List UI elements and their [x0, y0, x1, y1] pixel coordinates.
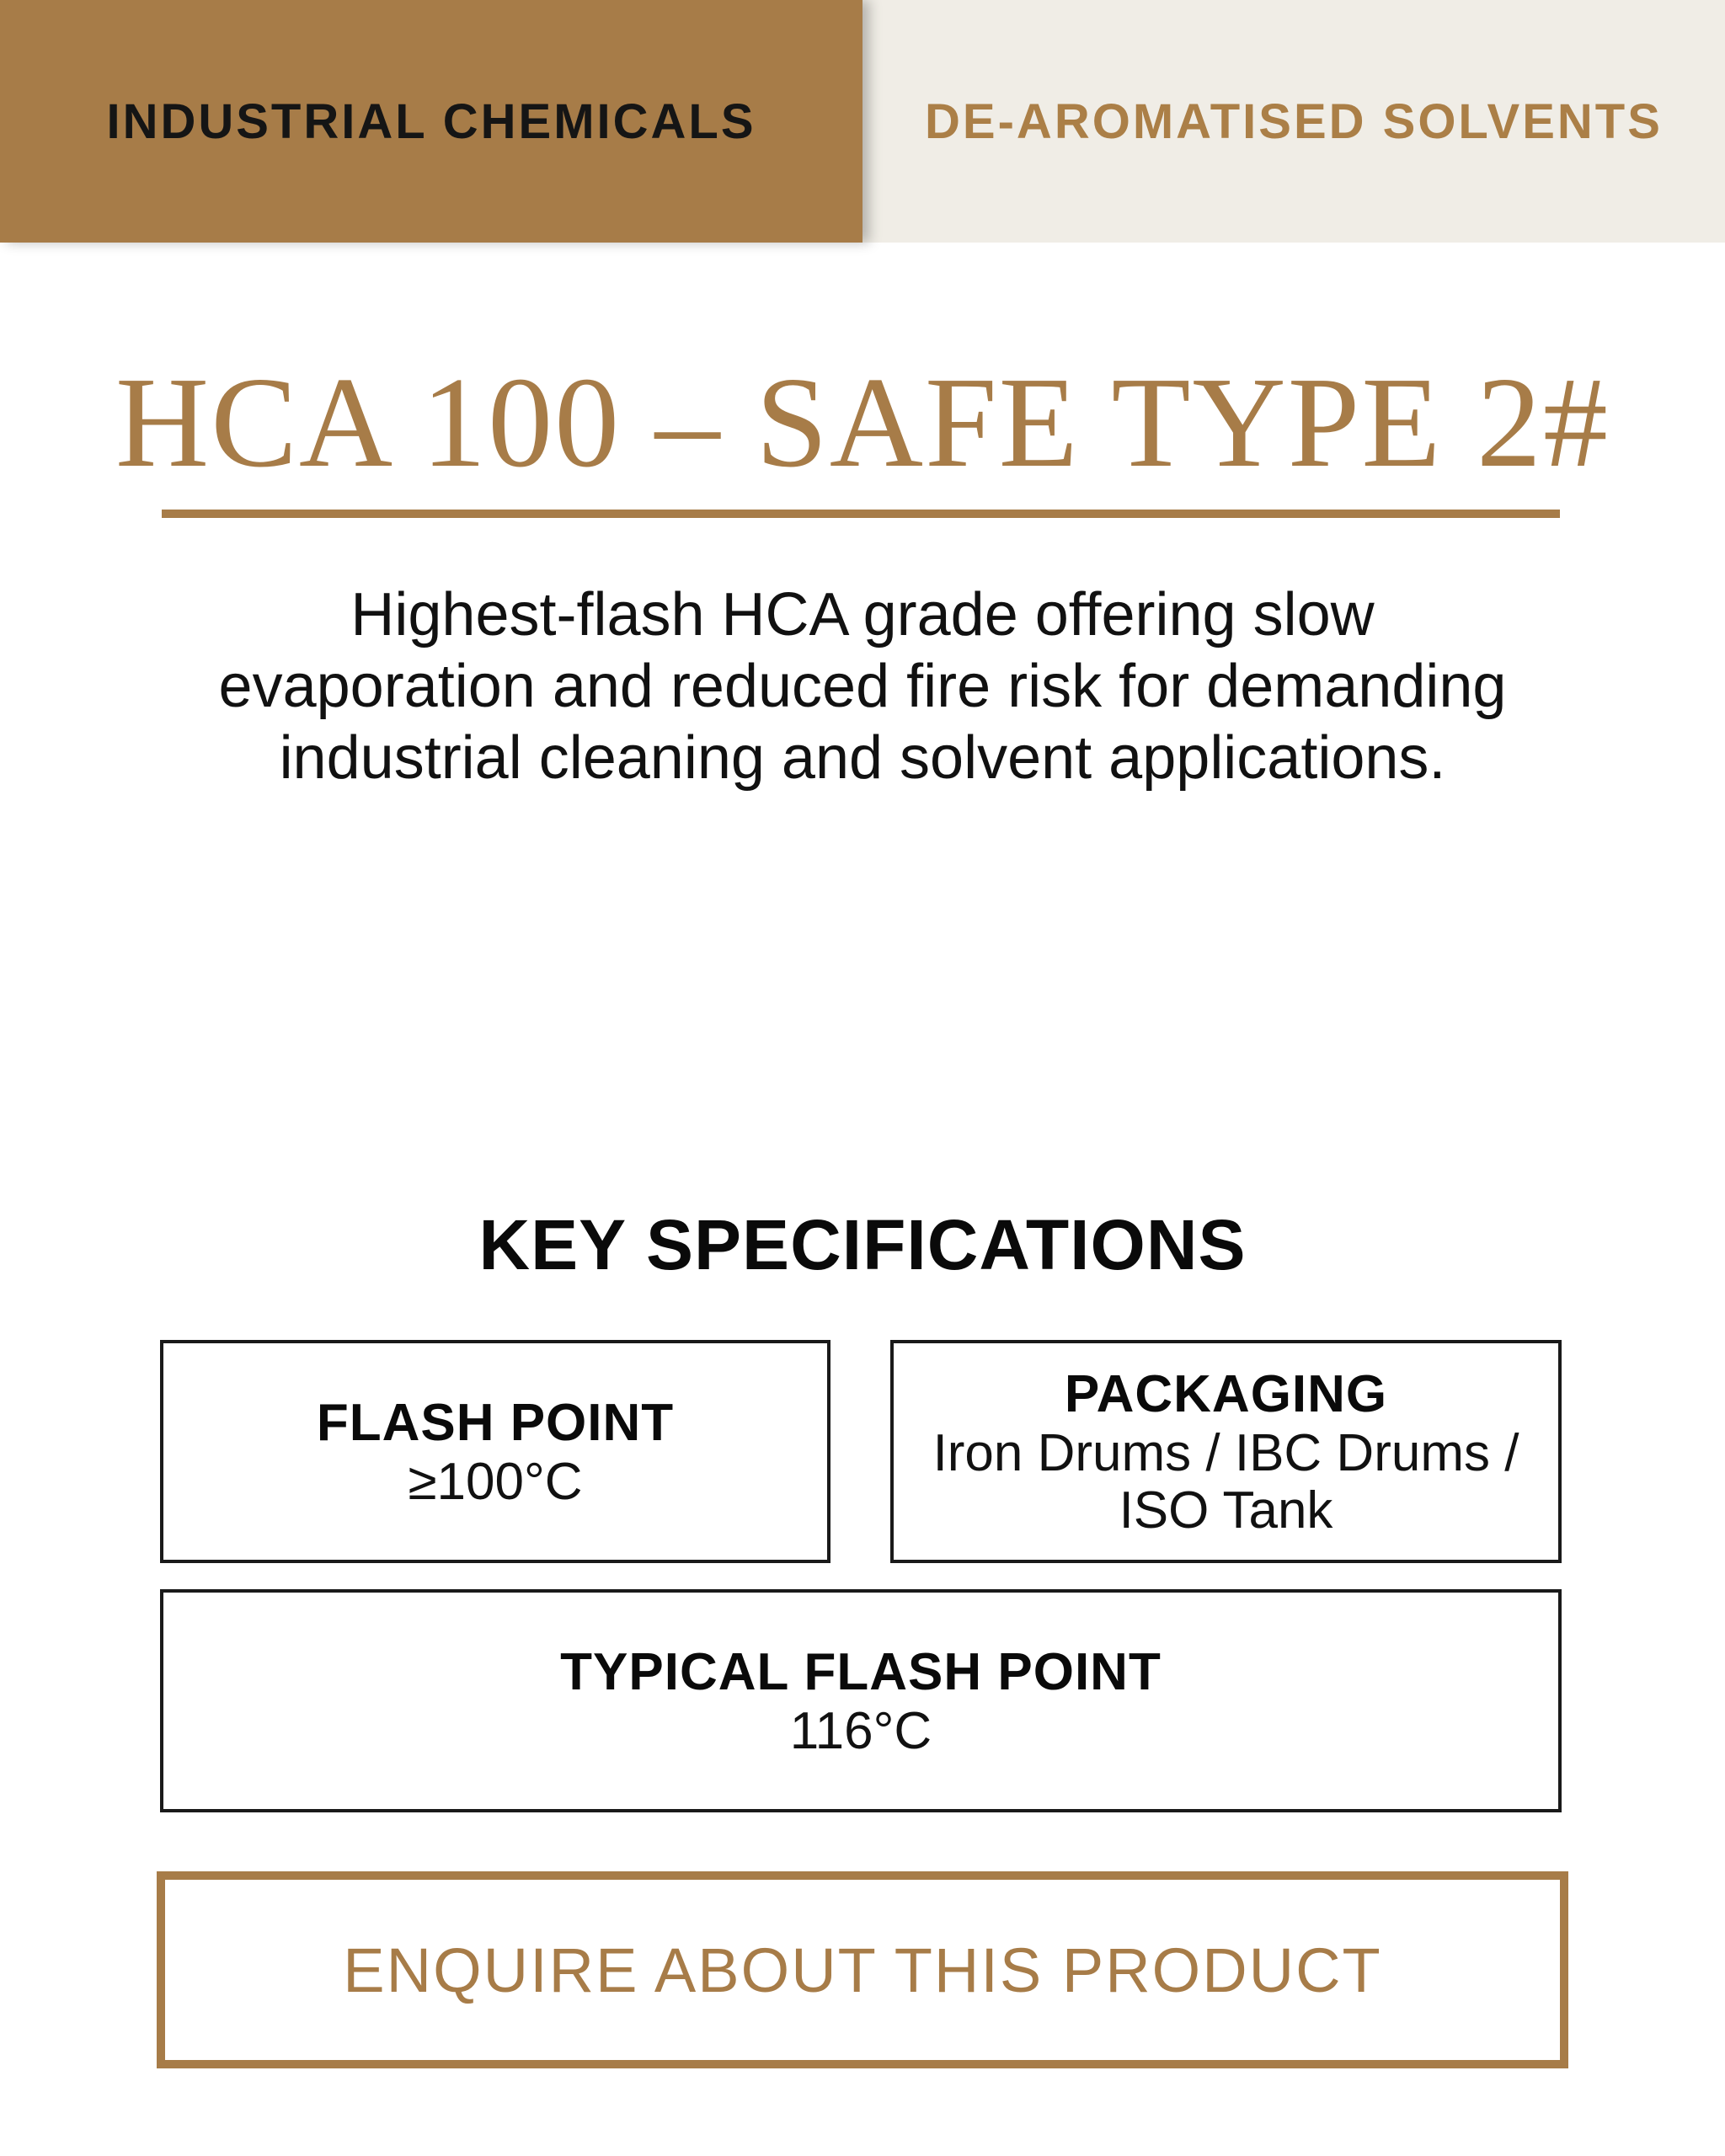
spec-card-packaging	[890, 1340, 1562, 1563]
tab-industrial-chemicals[interactable]	[0, 0, 862, 243]
spec-value: ≥100°C	[408, 1452, 583, 1511]
spec-value: Iron Drums / IBC Drums / ISO Tank	[932, 1423, 1519, 1540]
category-tabs	[0, 0, 1725, 243]
spec-label: PACKAGING	[1064, 1364, 1388, 1423]
product-title: HCA 100 – SAFE TYPE 2#	[115, 351, 1610, 494]
enquire-button[interactable]	[157, 1871, 1568, 2068]
spec-value: 116°C	[789, 1701, 932, 1760]
spec-label: TYPICAL FLASH POINT	[560, 1642, 1162, 1701]
tab-label: DE-AROMATISED SOLVENTS	[925, 93, 1663, 149]
tab-label: INDUSTRIAL CHEMICALS	[106, 93, 756, 149]
specifications-heading: KEY SPECIFICATIONS	[478, 1205, 1247, 1284]
spec-card-flash-point	[160, 1340, 830, 1563]
enquire-button-label: ENQUIRE ABOUT THIS PRODUCT	[343, 1935, 1382, 2005]
title-divider	[162, 510, 1560, 518]
spec-label: FLASH POINT	[316, 1393, 675, 1452]
tab-de-aromatised-solvents[interactable]	[862, 0, 1725, 243]
product-description: Highest-flash HCA grade offering slow evaporation and reduced fire risk for demanding industrial cleaning and solvent applications.	[218, 581, 1507, 792]
spec-card-typical-flash-point	[160, 1589, 1562, 1812]
